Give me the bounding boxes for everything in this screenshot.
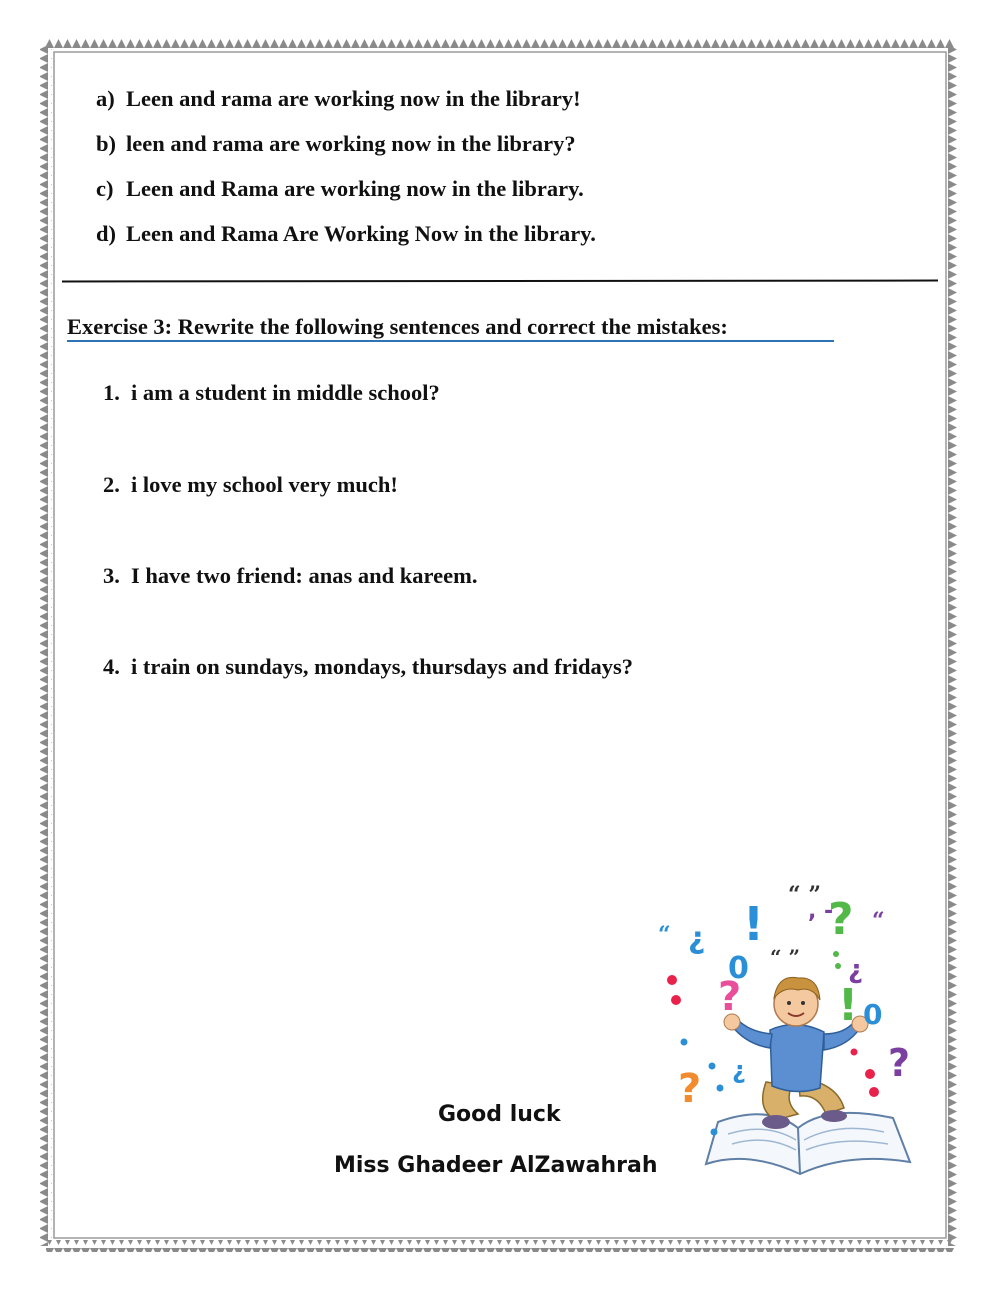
option-d bbox=[96, 221, 596, 247]
option-text: Leen and Rama are working now in the library. bbox=[126, 176, 584, 201]
item-text: I have two friend: anas and kareem. bbox=[131, 563, 478, 588]
exercise-title: Exercise 3: Rewrite the following sentences and correct the mistakes: bbox=[67, 314, 728, 339]
exercise-item-2 bbox=[103, 472, 398, 498]
svg-text:0: 0 bbox=[728, 951, 749, 986]
option-marker: a) bbox=[96, 86, 115, 111]
item-number: 4. bbox=[103, 654, 120, 679]
exercise-title-underline bbox=[67, 340, 834, 342]
exercise-item-4 bbox=[103, 654, 633, 680]
svg-text:?: ? bbox=[828, 894, 854, 945]
teacher-name: Miss Ghadeer AlZawahrah bbox=[334, 1153, 658, 1178]
svg-text:, -: , - bbox=[808, 899, 834, 924]
item-number: 3. bbox=[103, 563, 120, 588]
option-c bbox=[96, 176, 584, 202]
svg-text:!: ! bbox=[743, 897, 764, 951]
svg-text:?: ? bbox=[718, 974, 742, 1020]
boy-reading-punctuation-illustration bbox=[648, 882, 934, 1182]
svg-text:?: ? bbox=[678, 1066, 702, 1112]
item-number: 1. bbox=[103, 380, 120, 405]
option-marker: c) bbox=[96, 176, 114, 201]
option-b bbox=[96, 131, 576, 157]
svg-text:?: ? bbox=[888, 1041, 911, 1085]
svg-text:¿: ¿ bbox=[848, 955, 864, 985]
exercise-item-1 bbox=[103, 380, 440, 406]
svg-text:0: 0 bbox=[863, 998, 883, 1031]
option-text: Leen and rama are working now in the library! bbox=[126, 86, 581, 111]
option-text: Leen and Rama Are Working Now in the library. bbox=[126, 221, 596, 246]
item-text: i love my school very much! bbox=[131, 472, 398, 497]
item-text: i train on sundays, mondays, thursdays and fridays? bbox=[131, 654, 634, 679]
item-text: i am a student in middle school? bbox=[131, 380, 440, 405]
svg-text:“: “ bbox=[872, 908, 885, 934]
svg-text:“ ”: “ ” bbox=[788, 882, 821, 908]
svg-text:¿: ¿ bbox=[732, 1056, 746, 1084]
svg-text:“: “ bbox=[658, 922, 671, 948]
option-a bbox=[96, 86, 581, 112]
exercise-item-3 bbox=[103, 563, 477, 589]
svg-text:¿: ¿ bbox=[688, 921, 706, 956]
option-marker: d) bbox=[96, 221, 117, 246]
good-luck-text: Good luck bbox=[438, 1102, 561, 1127]
item-number: 2. bbox=[103, 472, 120, 497]
option-marker: b) bbox=[96, 131, 117, 156]
svg-text:“ ”: “ ” bbox=[770, 945, 800, 969]
svg-text:!: ! bbox=[838, 980, 859, 1031]
option-text: leen and rama are working now in the library? bbox=[126, 131, 576, 156]
